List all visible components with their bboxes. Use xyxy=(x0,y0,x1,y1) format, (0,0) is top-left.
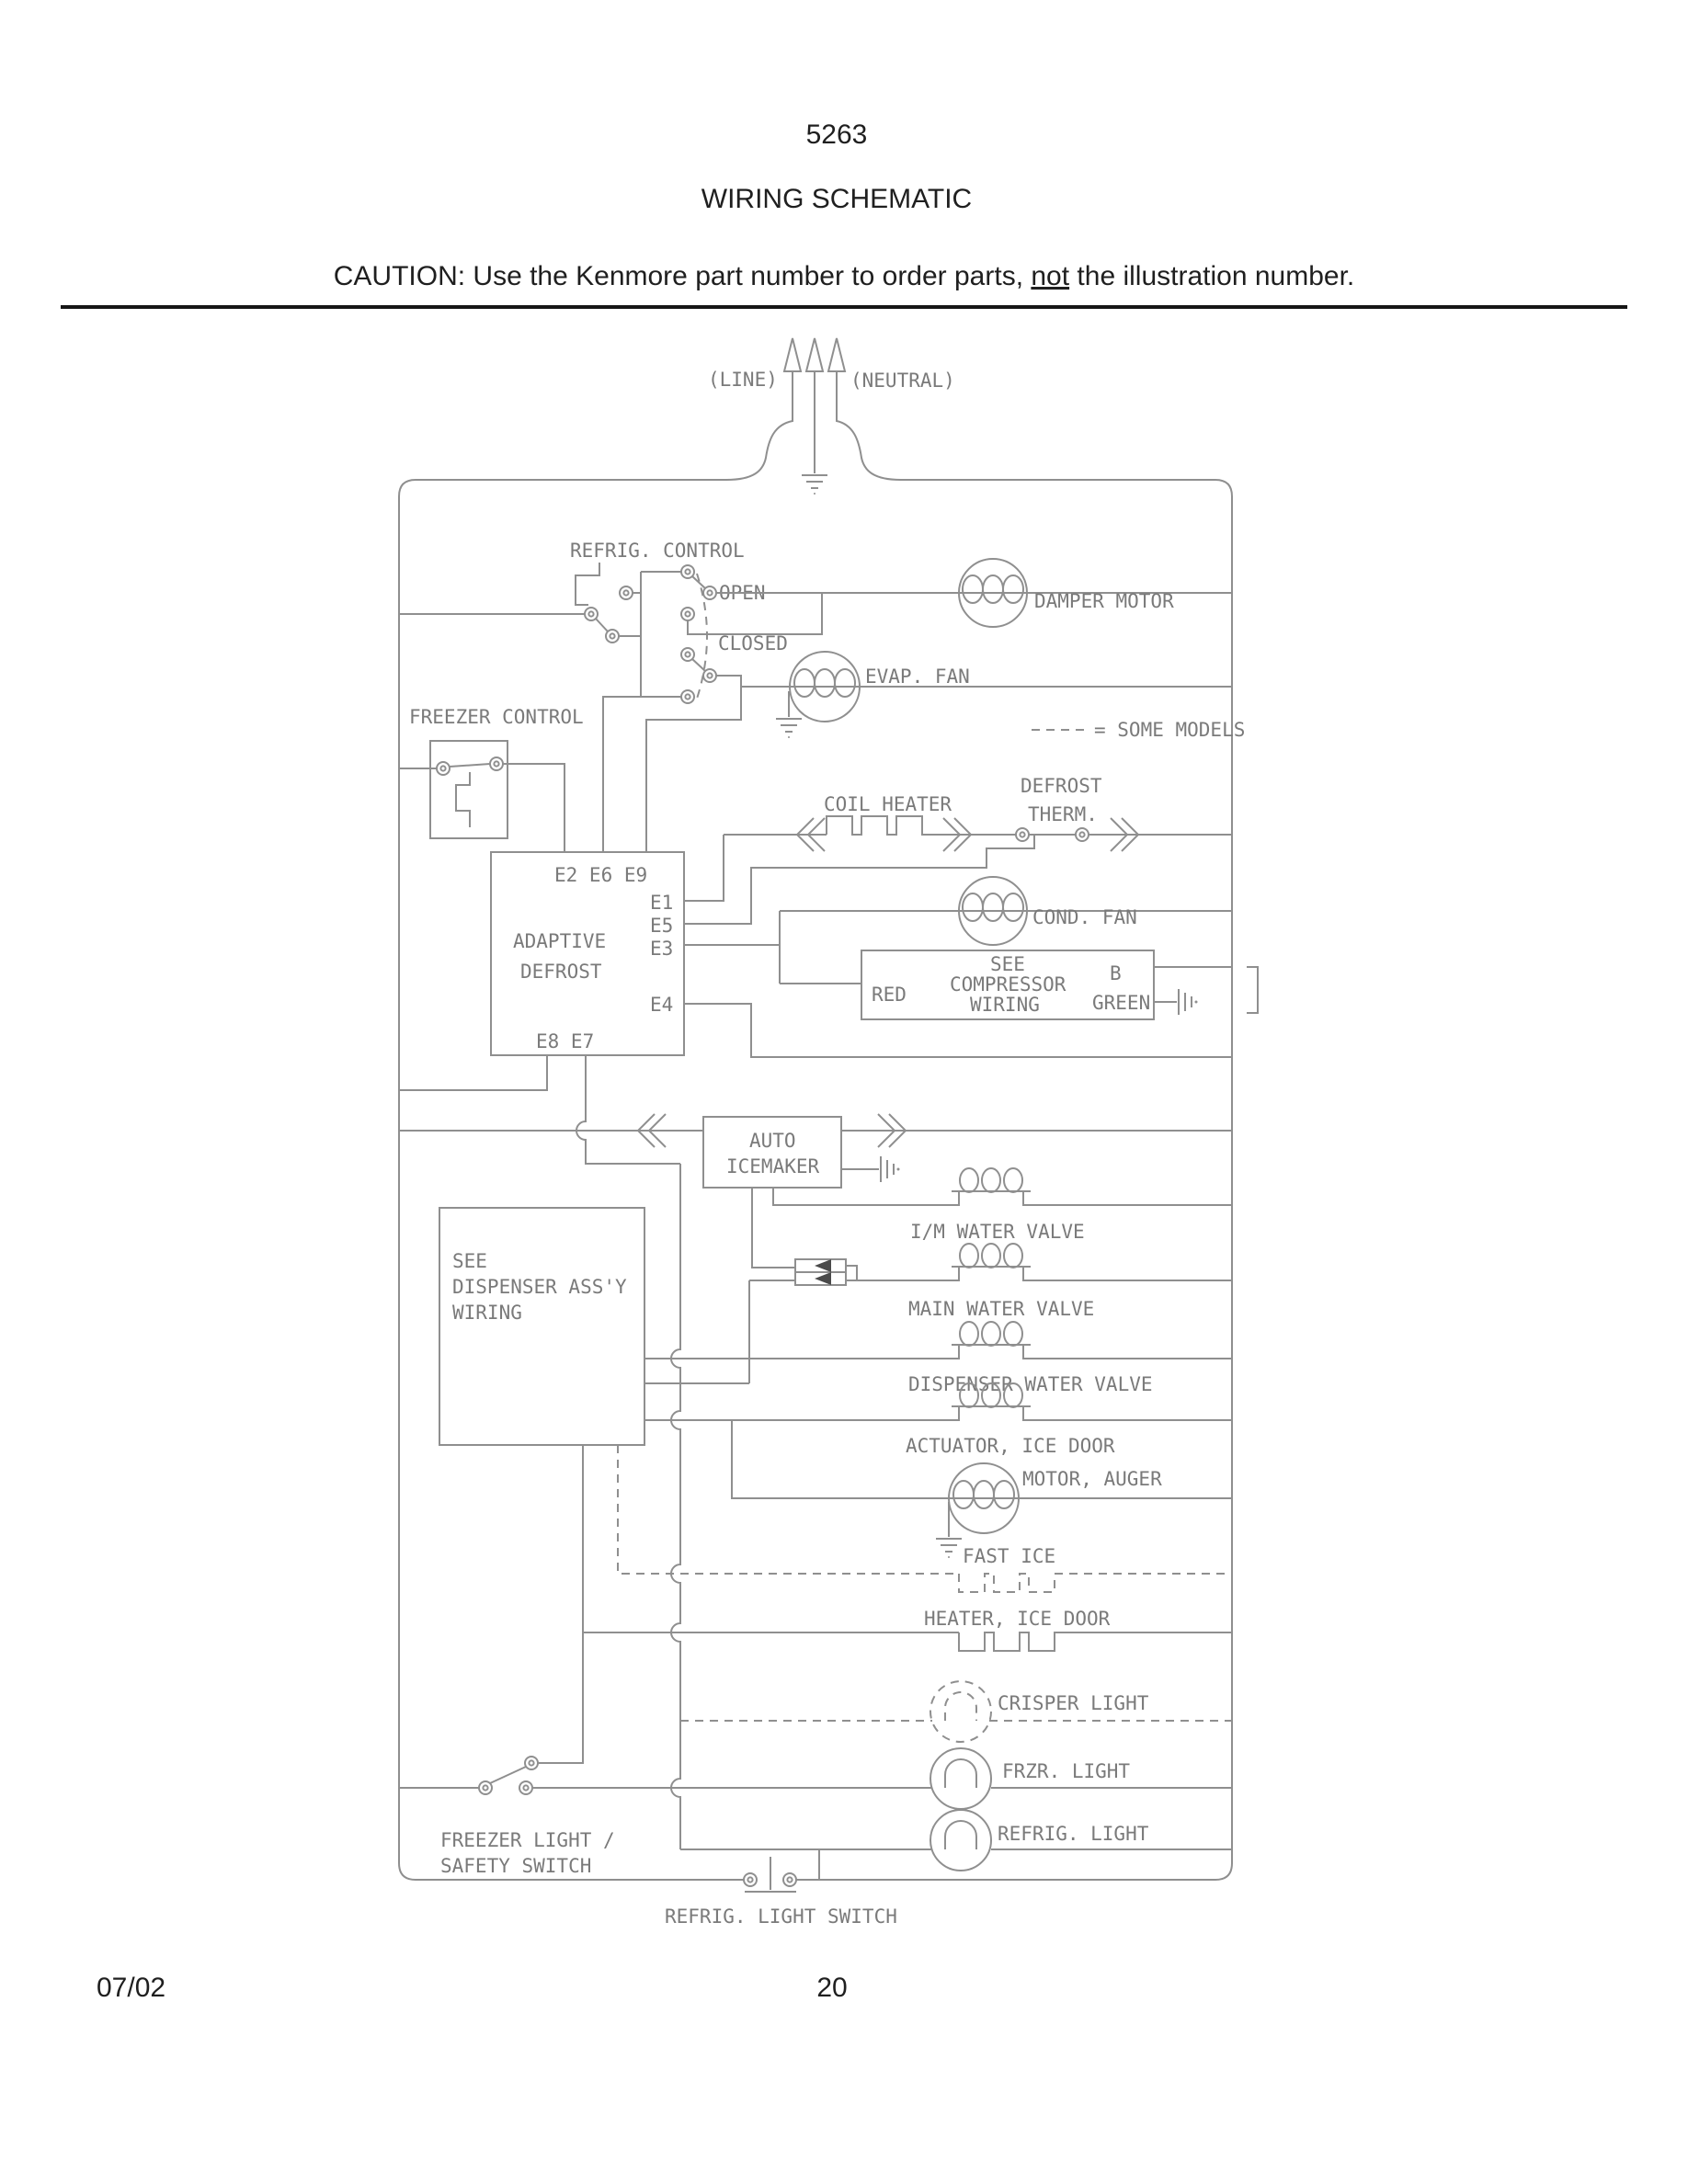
dispenser-box-label-1: SEE xyxy=(452,1250,487,1272)
crisper-light xyxy=(680,1681,1232,1742)
adaptive-defrost-pins-bottom: E8 E7 xyxy=(536,1030,595,1052)
cond-fan-label: COND. FAN xyxy=(1032,906,1137,928)
heater-ice-door-label: HEATER, ICE DOOR xyxy=(924,1608,1111,1630)
fast-ice-label: FAST ICE xyxy=(963,1545,1056,1567)
freezer-light-row xyxy=(399,1748,1232,1877)
adaptive-defrost-label-2: DEFROST xyxy=(520,961,602,983)
heater-ice-door xyxy=(538,1445,1232,1763)
dispenser-assy-box xyxy=(439,1208,749,1445)
freezer-light-switch-label-1: FREEZER LIGHT / xyxy=(440,1829,615,1851)
ground-icon xyxy=(936,1539,962,1558)
compressor-box xyxy=(780,950,1258,1019)
legend-some-models xyxy=(1032,719,1245,741)
refrig-light-label: REFRIG. LIGHT xyxy=(998,1823,1149,1845)
neutral-prong-arrow-icon xyxy=(828,338,845,371)
footer-page-number: 20 xyxy=(816,1973,848,2003)
cond-fan xyxy=(780,877,1232,945)
b-wire-label: B xyxy=(1110,962,1122,984)
defrost-therm-label-2: THERM. xyxy=(1028,803,1098,825)
lamp-filament-icon xyxy=(945,1692,976,1721)
branch-drop-wire xyxy=(671,1164,680,1849)
coil-heater-label: COIL HEATER xyxy=(824,793,952,815)
power-prongs xyxy=(708,338,955,495)
ground-icon xyxy=(802,475,827,495)
compressor-label-3: WIRING xyxy=(970,994,1040,1016)
page-title: WIRING SCHEMATIC xyxy=(701,184,973,214)
defrost-therm-label-1: DEFROST xyxy=(1021,775,1102,797)
damper-motor xyxy=(716,559,1232,627)
refrig-control-label: REFRIG. CONTROL xyxy=(570,540,745,562)
line-label: (LINE) xyxy=(708,369,778,391)
main-water-valve-label: MAIN WATER VALVE xyxy=(908,1298,1095,1320)
freezer-control-label: FREEZER CONTROL xyxy=(409,706,584,728)
frzr-light-label: FRZR. LIGHT xyxy=(1002,1760,1131,1782)
refrig-light-row xyxy=(680,1810,1232,1880)
dispenser-water-valve-label: DISPENSER WATER VALVE xyxy=(908,1373,1153,1395)
defrost-thermostat xyxy=(1016,775,1102,841)
rail-bracket xyxy=(1247,967,1258,1013)
red-wire-label: RED xyxy=(872,984,907,1006)
ground-icon xyxy=(1179,989,1198,1015)
pin-e1: E1 xyxy=(650,892,674,914)
dispenser-box-label-2: DISPENSER ASS'Y xyxy=(452,1276,627,1298)
damper-motor-label: DAMPER MOTOR xyxy=(1034,590,1174,612)
icemaker-label-2: ICEMAKER xyxy=(726,1155,820,1177)
adaptive-defrost-label-1: ADAPTIVE xyxy=(513,930,607,952)
neutral-label: (NEUTRAL) xyxy=(850,370,955,392)
evap-fan-label: EVAP. FAN xyxy=(865,665,970,688)
caution-note: CAUTION: Use the Kenmore part number to order parts, not the illustration number. xyxy=(333,261,1355,291)
refrig-light-switch xyxy=(665,1857,897,1928)
ground-icon xyxy=(776,719,802,738)
refrig-control-switch xyxy=(399,540,822,852)
actuator-ice-door-label: ACTUATOR, ICE DOOR xyxy=(906,1435,1115,1457)
footer-date: 07/02 xyxy=(97,1973,166,2003)
icemaker-label-1: AUTO xyxy=(749,1130,796,1152)
refrig-light-switch-label: REFRIG. LIGHT SWITCH xyxy=(665,1905,897,1928)
green-wire-label: GREEN xyxy=(1092,992,1151,1014)
pin-e3: E3 xyxy=(650,938,674,960)
coil-heater xyxy=(724,793,1232,851)
ground-icon xyxy=(881,1156,900,1182)
pin-e5: E5 xyxy=(650,915,674,937)
im-water-valve-label: I/M WATER VALVE xyxy=(910,1221,1085,1243)
diode-icon xyxy=(815,1259,831,1272)
diode-icon xyxy=(815,1272,831,1285)
fast-ice-heater xyxy=(618,1445,1232,1592)
caution-emphasis: not xyxy=(1031,261,1070,291)
doc-number: 5263 xyxy=(805,119,868,150)
compressor-label-2: COMPRESSOR xyxy=(950,973,1066,995)
closed-label: CLOSED xyxy=(718,632,788,654)
dispenser-box-label-3: WIRING xyxy=(452,1302,522,1324)
main-water-valve xyxy=(749,1188,1232,1383)
pin-e4: E4 xyxy=(650,994,674,1016)
line-prong-arrow-icon xyxy=(784,338,801,371)
ground-prong-arrow-icon xyxy=(806,338,823,371)
crisper-light-label: CRISPER LIGHT xyxy=(998,1692,1149,1714)
adaptive-defrost-pins-top: E2 E6 E9 xyxy=(554,864,648,886)
legend-label: = SOME MODELS xyxy=(1094,719,1246,741)
compressor-label-1: SEE xyxy=(990,953,1025,975)
open-label: OPEN xyxy=(719,582,766,604)
auto-icemaker xyxy=(399,1114,1232,1188)
motor-auger-label: MOTOR, AUGER xyxy=(1022,1468,1162,1490)
freezer-light-switch-label-2: SAFETY SWITCH xyxy=(440,1855,592,1877)
freezer-control xyxy=(399,706,584,852)
